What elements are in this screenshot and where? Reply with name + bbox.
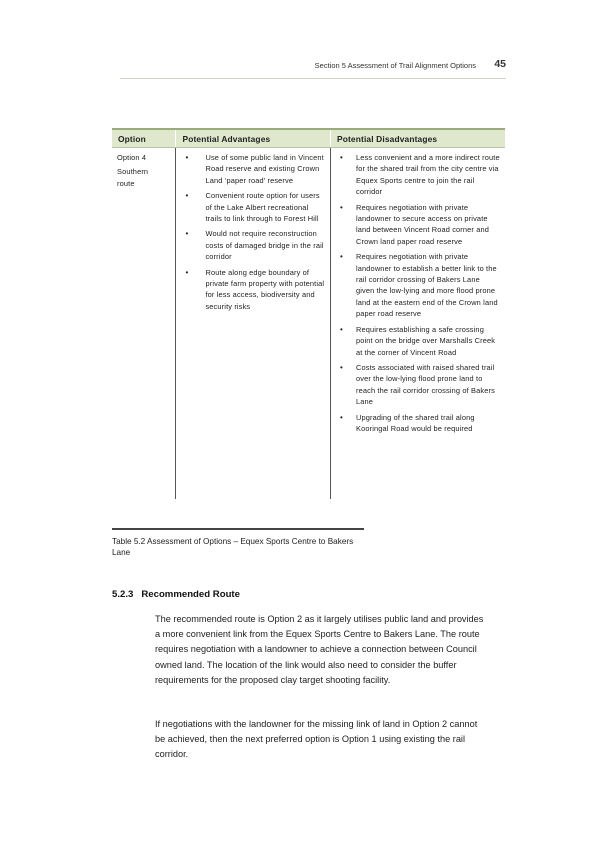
header-section-text: Section 5 Assessment of Trail Alignment Options — [314, 61, 476, 70]
list-item: • Route along edge boundary of private farm property with potential for less access, biodiversity and security risks — [181, 267, 325, 313]
section-title: Recommended Route — [141, 589, 240, 600]
list-item: • Less convenient and a more indirect route for the shared trail from the city centre via Equex Sports centre to join the rail corridor — [336, 152, 500, 198]
page-number: 45 — [494, 58, 506, 70]
list-item: • Would not require reconstruction costs of damaged bridge in the rail corridor — [181, 228, 325, 262]
section-number: 5.2.3 — [112, 589, 134, 600]
table-header-row — [112, 129, 505, 148]
list-item: • Upgrading of the shared trail along Kooringal Road would be required — [336, 412, 500, 435]
option-subtitle-line-1: Southern — [117, 167, 149, 177]
advantages-list — [181, 152, 325, 312]
options-table — [112, 128, 505, 499]
body-paragraph-2: If negotiations with the landowner for the missing link of land in Option 2 cannot be achieved, then the next preferred option is Option 1 using existing the rail corridor. — [155, 719, 478, 760]
option-subtitle-line-2: route — [117, 178, 135, 188]
disadvantages-list — [336, 152, 500, 434]
page-header — [120, 58, 506, 79]
option-cell — [112, 148, 176, 500]
column-header-advantages: Potential Advantages — [176, 129, 331, 148]
list-item: • Convenient route option for users of the Lake Albert recreational trails to link through to Forest Hill — [181, 190, 325, 224]
disadvantages-cell — [330, 148, 505, 500]
list-item: • Requires negotiation with private landowner to secure access on private land between Vincent Road corner and Crown land paper road reserve — [336, 202, 500, 248]
column-header-disadvantages: Potential Disadvantages — [330, 129, 505, 148]
table-bottom-rule — [112, 528, 364, 530]
list-item: • Costs associated with raised shared trail over the low-lying flood prone land to reach the rail corridor crossing of Bakers Lane — [336, 362, 500, 408]
list-item: • Requires establishing a safe crossing point on the bridge over Marshalls Creek at the corner of Vincent Road — [336, 324, 500, 358]
body-paragraph-1: The recommended route is Option 2 as it largely utilises public land and provides a more convenient link from the Equex Sports Centre to Bakers Lane. The route requires negotiation with a landowner to achieve a connection between Council owned land. The location of the link would also need to consider the buffer requirements for the proposed clay target shooting facility. — [155, 614, 484, 685]
section-heading — [112, 589, 240, 600]
column-header-option: Option — [112, 129, 176, 148]
list-item: • Requires negotiation with private landowner to establish a better link to the rail corridor crossing of Bakers Lane given the low-lying and more flood prone land at the eastern end of the Crown land paper road reserve — [336, 251, 500, 319]
option-name: Option 4 — [117, 153, 147, 162]
table-caption: Table 5.2 Assessment of Options – Equex Sports Centre to Bakers Lane — [112, 537, 354, 557]
advantages-cell — [176, 148, 331, 500]
table-row — [112, 148, 505, 500]
list-item: • Use of some public land in Vincent Road reserve and existing Crown Land ‘paper road’ reserve — [181, 152, 325, 186]
